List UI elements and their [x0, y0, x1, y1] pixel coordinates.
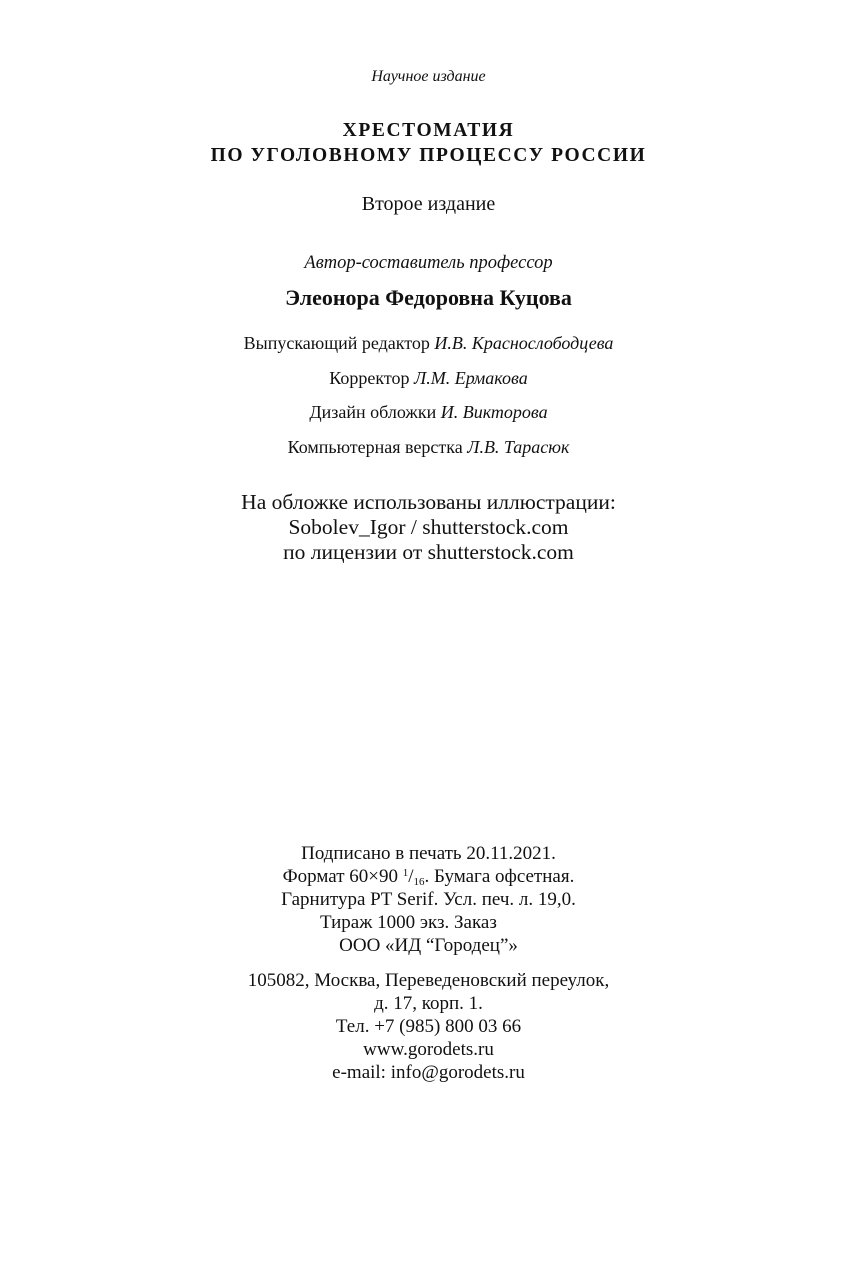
credit-role: Компьютерная верстка — [287, 437, 463, 457]
author-name: Элеонора Федоровна Куцова — [285, 285, 572, 310]
imprint-format — [0, 866, 857, 888]
format-prefix: Формат 60×90 — [282, 866, 403, 887]
cover-note-line-3: по лицензии от shutterstock.com — [283, 540, 574, 564]
imprint-publisher: ООО «ИД “Городец”» — [339, 935, 518, 956]
cover-note-line-2: Sobolev_Igor / shutterstock.com — [288, 515, 569, 539]
format-slash: / — [408, 866, 414, 887]
website: www.gorodets.ru — [363, 1039, 494, 1060]
book-title-line-1: ХРЕСТОМАТИЯ — [342, 120, 515, 141]
credit-name: Л.В. Тарасюк — [467, 437, 570, 457]
imprint-signed: Подписано в печать 20.11.2021. — [301, 843, 556, 864]
address-line-2: д. 17, корп. 1. — [374, 993, 483, 1014]
cover-note-line-1: На обложке использованы иллюстрации: — [241, 490, 616, 514]
phone: Тел. +7 (985) 800 03 66 — [335, 1016, 522, 1037]
series-label: Научное издание — [371, 68, 486, 85]
credit-editor — [0, 333, 857, 354]
format-suffix: . Бумага офсетная. — [424, 866, 575, 887]
credit-name: И. Викторова — [440, 402, 548, 422]
credit-name: Л.М. Ермакова — [414, 368, 528, 388]
format-denominator: 16 — [413, 876, 425, 888]
credit-role: Дизайн обложки — [309, 402, 437, 422]
credit-role: Выпускающий редактор — [243, 333, 430, 353]
imprint-print-run: Тираж 1000 экз. Заказ — [320, 912, 497, 933]
credit-role: Корректор — [329, 368, 410, 388]
edition-label: Второе издание — [361, 193, 496, 215]
credit-cover-design — [0, 402, 857, 423]
credit-layout — [0, 437, 857, 458]
credit-name: И.В. Краснослободцева — [434, 333, 614, 353]
format-numerator: 1 — [402, 867, 409, 879]
book-title-line-2: ПО УГОЛОВНОМУ ПРОЦЕССУ РОССИИ — [210, 145, 647, 166]
credit-proofreader — [0, 368, 857, 389]
author-role: Автор-составитель профессор — [304, 253, 553, 273]
address-line-1: 105082, Москва, Переведеновский переулок, — [247, 970, 610, 991]
imprint-typeface: Гарнитура PT Serif. Усл. печ. л. 19,0. — [281, 889, 576, 910]
email: e-mail: info@gorodets.ru — [332, 1062, 525, 1083]
